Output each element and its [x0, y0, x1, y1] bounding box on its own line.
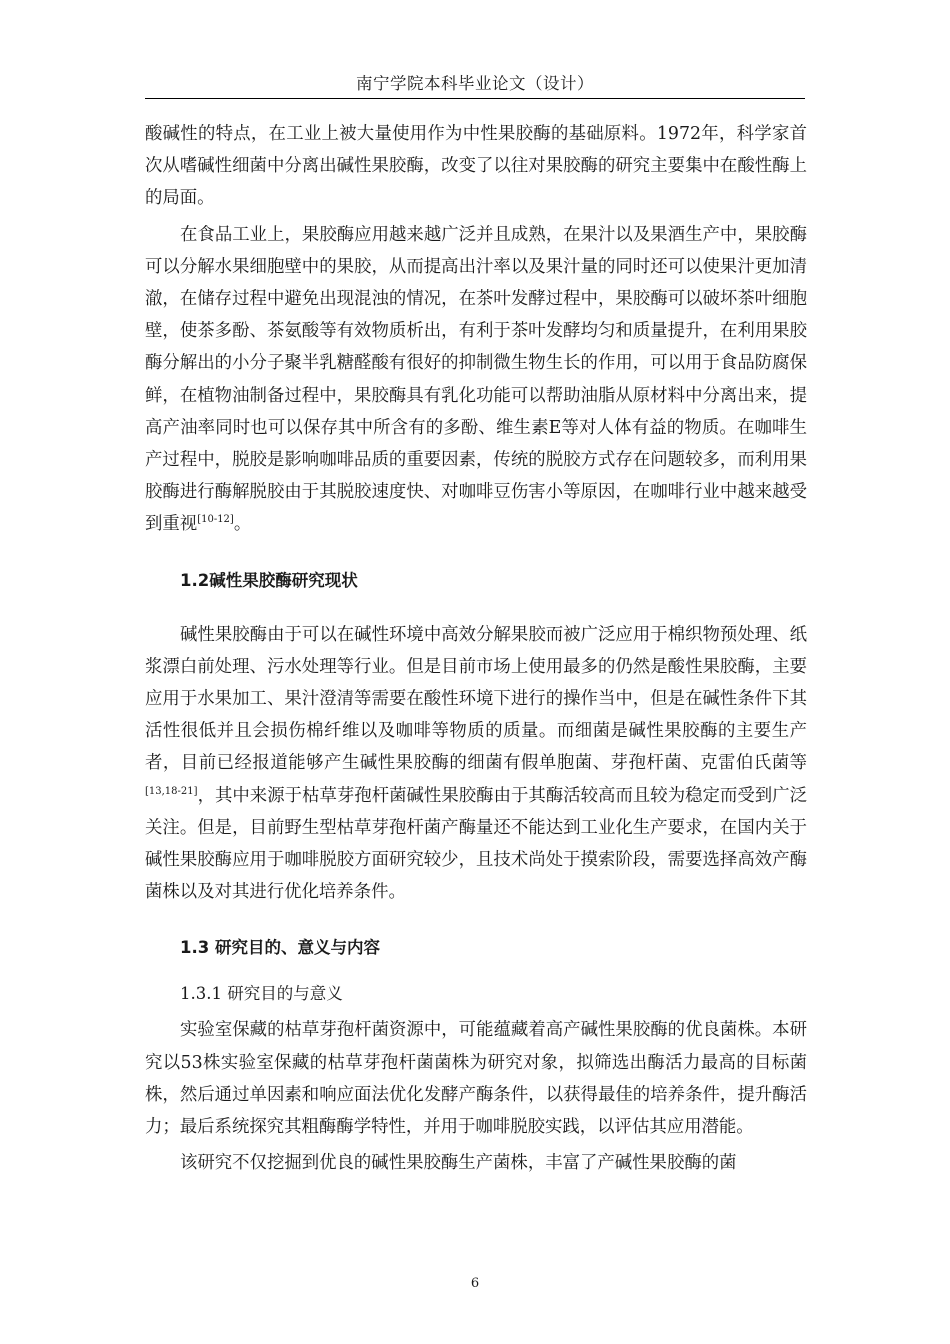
paragraph-1: 酸碱性的特点，在工业上被大量使用作为中性果胶酶的基础原料。1972年，科学家首次从嗜碱性细菌中分离出碱性果胶酶，改变了以往对果胶酶的研究主要集中在酸性酶上的局面。 — [145, 124, 807, 209]
document-body — [145, 118, 807, 1179]
heading-1-2: 1.2碱性果胶酶研究现状 — [180, 570, 358, 590]
citation-10-12: [10-12] — [197, 514, 234, 526]
paragraph-5: 该研究不仅挖掘到优良的碱性果胶酶生产菌株，丰富了产碱性果胶酶的菌 — [180, 1153, 737, 1174]
heading-1-3: 1.3 研究目的、意义与内容 — [180, 938, 380, 958]
paragraph-2-text: 在食品工业上，果胶酶应用越来越广泛并且成熟，在果汁以及果酒生产中，果胶酶可以分解水果细胞壁中的果胶，从而提高出汁率以及果汁量的同时还可以使果汁更加清澈，在储存过程中避免出现混浊的情况，在茶叶发酵过程中，果胶酶可以破坏茶叶细胞壁，使茶多酚、茶氨酸等有效物质析出，有利于茶叶发酵均匀和质量提升，在利用果胶酶分解出的小分子聚半乳糖醛酸有很好的抑制微生物生长的作用，可以用于食品防腐保鲜，在植物油制备过程中，果胶酶具有乳化功能可以帮助油脂从原材料中分离出来，提高产油率同时也可以保存其中所含有的多酚、维生素E等对人体有益的物质。在咖啡生产过程中，脱胶是影响咖啡品质的重要因素，传统的脱胶方式存在问题较多，而利用果胶酶进行酶解脱胶由于其脱胶速度快、对咖啡豆伤害小等原因，在咖啡行业中越来越受到重视 — [145, 224, 807, 535]
paragraph-4: 实验室保藏的枯草芽孢杆菌资源中，可能蕴藏着高产碱性果胶酶的优良菌株。本研究以53株实验室保藏的枯草芽孢杆菌菌株为研究对象，拟筛选出酶活力最高的目标菌株，然后通过单因素和响应面法优化发酵产酶条件，以获得最佳的培养条件，提升酶活力；最后系统探究其粗酶酶学特性，并用于咖啡脱胶实践，以评估其应用潜能。 — [145, 1020, 807, 1138]
paragraph-3-text: 碱性果胶酶由于可以在碱性环境中高效分解果胶而被广泛应用于棉织物预处理、纸浆漂白前处理、污水处理等行业。但是目前市场上使用最多的仍然是酸性果胶酶，主要应用于水果加工、果汁澄清等需要在酸性环境下进行的操作当中，但是在碱性条件下其活性很低并且会损伤棉纤维以及咖啡等物质的质量。而细菌是碱性果胶酶的主要生产者，目前已经报道能够产生碱性果胶酶的细菌有假单胞菌、芽孢杆菌、克雷伯氏菌等 — [145, 624, 807, 774]
page-number: 6 — [470, 1276, 480, 1291]
page-header — [145, 64, 805, 99]
paragraph-2 — [145, 219, 807, 541]
paragraph-3 — [145, 619, 807, 909]
heading-1-3-1: 1.3.1 研究目的与意义 — [180, 984, 343, 1004]
citation-13-21: [13,18-21] — [145, 785, 198, 797]
header-title: 南宁学院本科毕业论文（设计） — [356, 74, 594, 93]
paragraph-2-end: 。 — [233, 514, 252, 535]
paragraph-3-end: ，其中来源于枯草芽孢杆菌碱性果胶酶由于其酶活较高而且较为稳定而受到广泛关注。但是，目前野生型枯草芽孢杆菌产酶量还不能达到工业化生产要求，在国内关于碱性果胶酶应用于咖啡脱胶方面研究较少，且技术尚处于摸索阶段，需要选择高效产酶菌株以及对其进行优化培养条件。 — [145, 785, 807, 903]
